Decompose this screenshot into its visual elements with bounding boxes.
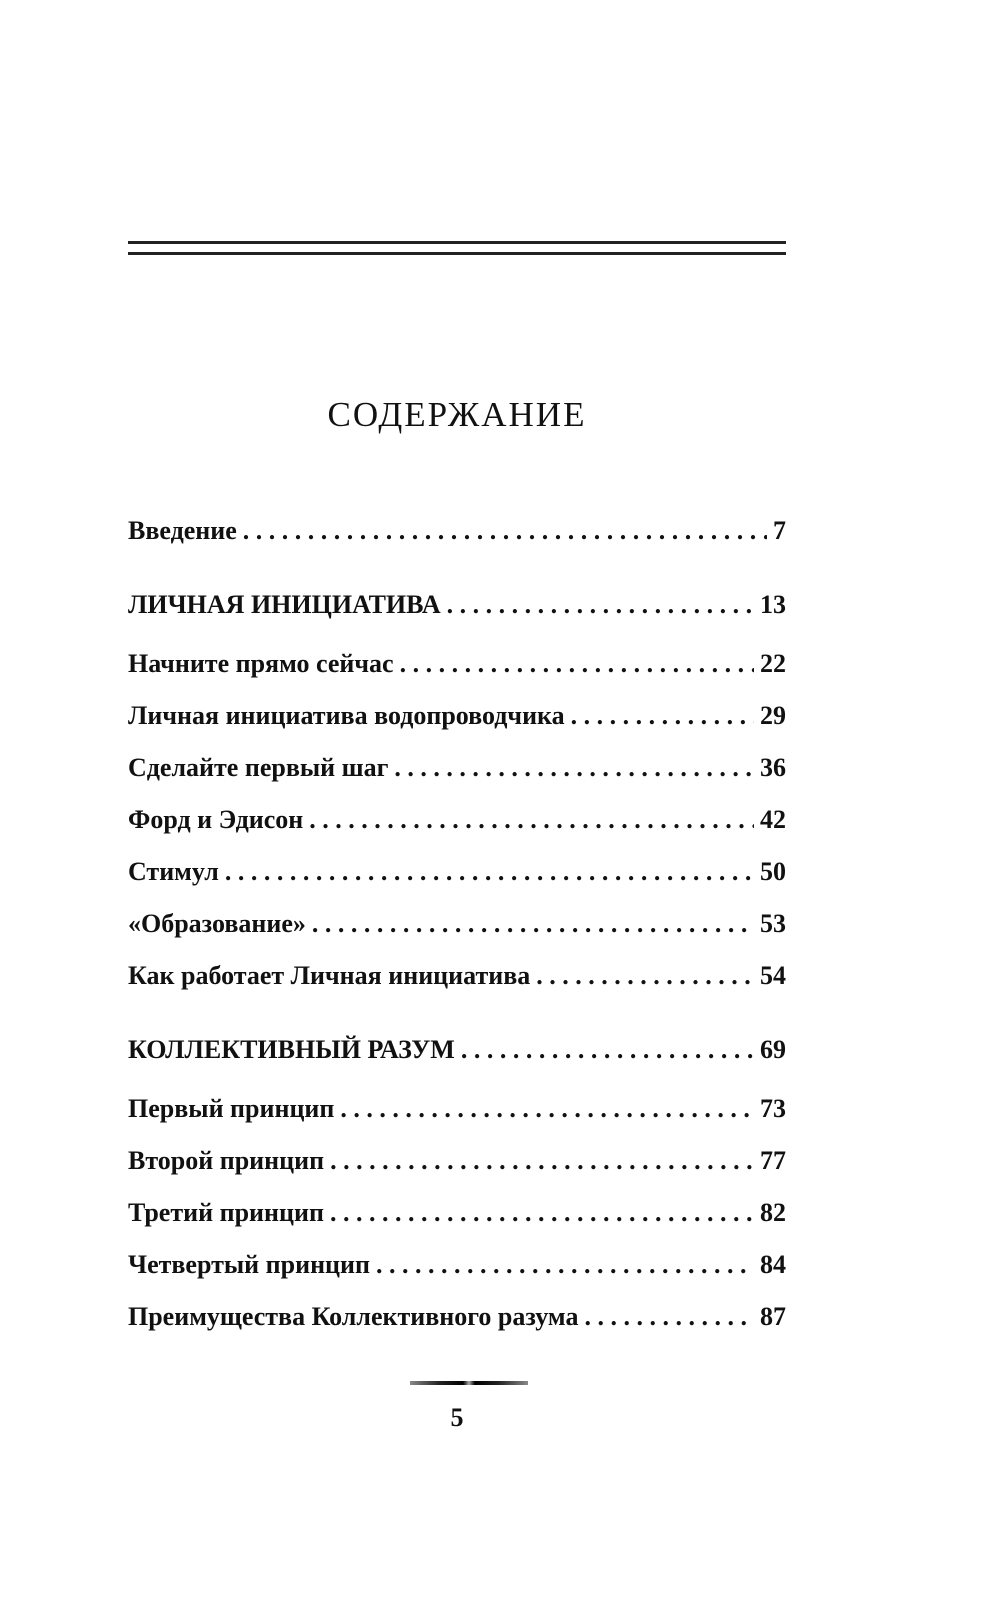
- toc-entry-label: КОЛЛЕКТИВНЫЙ РАЗУМ: [128, 1035, 455, 1064]
- dot-leader: [376, 1250, 754, 1280]
- dot-leader: [309, 805, 754, 835]
- toc-entry-label: Форд и Эдисон: [128, 805, 304, 834]
- toc-entry-page: 87: [760, 1302, 786, 1331]
- dot-leader: [536, 961, 754, 991]
- toc-entry[interactable]: [128, 1198, 786, 1228]
- toc-entry-page: 42: [760, 805, 786, 834]
- toc-entry-page: 13: [760, 590, 786, 619]
- toc-entry-label: Первый принцип: [128, 1094, 335, 1123]
- dot-leader: [447, 590, 754, 620]
- dot-leader: [330, 1146, 754, 1176]
- dot-leader: [400, 649, 754, 679]
- dot-leader: [584, 1302, 754, 1332]
- top-rule-lower: [128, 252, 786, 255]
- toc-entry-page: 77: [760, 1146, 786, 1175]
- toc-section-heading[interactable]: [128, 1035, 786, 1065]
- toc-entry[interactable]: [128, 516, 786, 546]
- toc-entry-label: Четвертый принцип: [128, 1250, 370, 1279]
- toc-entry-label: Преимущества Коллективного разума: [128, 1302, 579, 1331]
- toc-entry-page: 7: [773, 516, 786, 545]
- toc-entry-page: 29: [760, 701, 786, 730]
- toc-entry-label: Третий принцип: [128, 1198, 324, 1227]
- toc-entry-page: 69: [760, 1035, 786, 1064]
- toc-entry[interactable]: [128, 1302, 786, 1332]
- toc-entry-page: 54: [760, 961, 786, 990]
- dot-leader: [243, 516, 767, 546]
- toc-entry-label: ЛИЧНАЯ ИНИЦИАТИВА: [128, 590, 441, 619]
- toc-entry-label: «Образование»: [128, 909, 306, 938]
- toc-section-heading[interactable]: [128, 590, 786, 620]
- toc-entry[interactable]: [128, 961, 786, 991]
- toc-entry-page: 84: [760, 1250, 786, 1279]
- toc-entry[interactable]: [128, 857, 786, 887]
- toc-entry-page: 22: [760, 649, 786, 678]
- dot-leader: [225, 857, 754, 887]
- toc-entry-label: Стимул: [128, 857, 219, 886]
- dot-leader: [571, 701, 754, 731]
- toc-entry[interactable]: [128, 1094, 786, 1124]
- toc-entry-label: Второй принцип: [128, 1146, 325, 1175]
- dot-leader: [394, 753, 754, 783]
- toc-entry-label: Начните прямо сейчас: [128, 649, 394, 678]
- dot-leader: [340, 1094, 754, 1124]
- dot-leader: [330, 1198, 754, 1228]
- top-rule-upper: [128, 241, 786, 244]
- page-number: 5: [450, 1403, 464, 1432]
- toc-entry-page: 36: [760, 753, 786, 782]
- toc-entry[interactable]: [128, 753, 786, 783]
- dot-leader: [312, 909, 754, 939]
- toc-entry-label: Сделайте первый шаг: [128, 753, 389, 782]
- toc-entry[interactable]: [128, 701, 786, 731]
- toc-entry-label: Введение: [128, 516, 237, 545]
- toc-entry[interactable]: [128, 1146, 786, 1176]
- page-title: СОДЕРЖАНИЕ: [327, 395, 587, 435]
- toc-entry[interactable]: [128, 649, 786, 679]
- toc-entry[interactable]: [128, 805, 786, 835]
- toc-entry-label: Личная инициатива водопроводчика: [128, 701, 565, 730]
- toc-entry-page: 82: [760, 1198, 786, 1227]
- toc-entry[interactable]: [128, 1250, 786, 1280]
- footer-ornament-rule: [410, 1381, 528, 1385]
- dot-leader: [461, 1035, 754, 1065]
- toc-entry-page: 73: [760, 1094, 786, 1123]
- toc-entry[interactable]: [128, 909, 786, 939]
- toc-entry-label: Как работает Личная инициатива: [128, 961, 531, 990]
- toc-entry-page: 50: [760, 857, 786, 886]
- toc-entry-page: 53: [760, 909, 786, 938]
